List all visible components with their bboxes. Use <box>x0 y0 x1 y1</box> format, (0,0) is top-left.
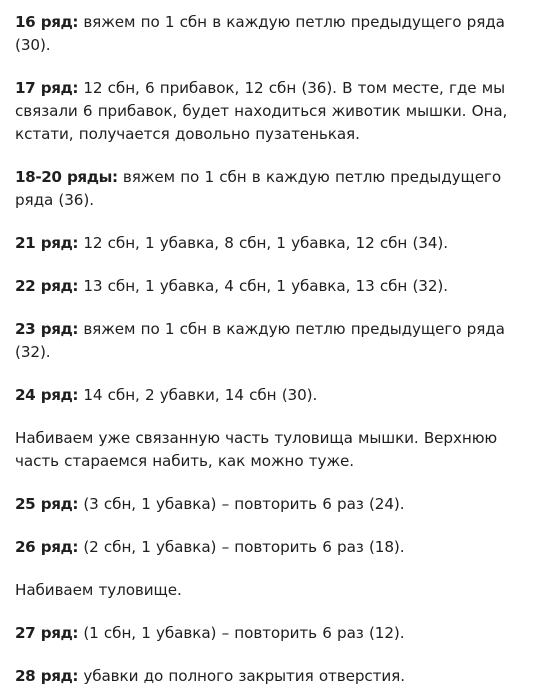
row-text: (3 сбн, 1 убавка) – повторить 6 раз (24). <box>78 495 405 513</box>
paragraph-row-28 <box>15 665 537 688</box>
row-label: 16 ряд: <box>15 13 79 31</box>
row-text: (2 сбн, 1 убавка) – повторить 6 раз (18). <box>78 538 405 556</box>
row-text: 12 сбн, 1 убавка, 8 сбн, 1 убавка, 12 сбн (34). <box>78 234 448 252</box>
row-text: (1 сбн, 1 убавка) – повторить 6 раз (12). <box>78 624 405 642</box>
row-label: 25 ряд: <box>15 495 79 513</box>
paragraph-row-26 <box>15 536 537 559</box>
row-label: 24 ряд: <box>15 386 79 404</box>
row-text: 14 сбн, 2 убавки, 14 сбн (30). <box>78 386 318 404</box>
row-text: 13 сбн, 1 убавка, 4 сбн, 1 убавка, 13 сбн (32). <box>78 277 448 295</box>
paragraph-row-24 <box>15 384 537 407</box>
row-text: вяжем по 1 сбн в каждую петлю предыдущего ряда (32). <box>15 320 505 361</box>
paragraph-row-22 <box>15 275 537 298</box>
row-label: 27 ряд: <box>15 624 79 642</box>
paragraph-row-27 <box>15 622 537 645</box>
row-text: убавки до полного закрытия отверстия. <box>78 667 405 685</box>
row-label: 22 ряд: <box>15 277 79 295</box>
paragraph-row-16 <box>15 11 537 57</box>
paragraph-row-21 <box>15 232 537 255</box>
row-label: 18-20 ряды: <box>15 168 118 186</box>
paragraph-stuff-body-note <box>15 579 537 602</box>
paragraph-rows-18-20 <box>15 166 537 212</box>
row-text: 12 сбн, 6 прибавок, 12 сбн (36). В том месте, где мы связали 6 прибавок, будет находиться животик мышки. Она, кстати, получается довольно пузатенькая. <box>15 79 508 143</box>
paragraph-row-17 <box>15 77 537 146</box>
note-text: Набиваем уже связанную часть туловища мышки. Верхнюю часть стараемся набить, как можно туже. <box>15 429 498 470</box>
note-text: Набиваем туловище. <box>15 581 182 599</box>
row-label: 21 ряд: <box>15 234 79 252</box>
row-label: 28 ряд: <box>15 667 79 685</box>
document-body <box>15 11 537 688</box>
row-text: вяжем по 1 сбн в каждую петлю предыдущего ряда (30). <box>15 13 505 54</box>
paragraph-stuffing-note <box>15 427 537 473</box>
paragraph-row-23 <box>15 318 537 364</box>
row-label: 26 ряд: <box>15 538 79 556</box>
row-text: вяжем по 1 сбн в каждую петлю предыдущего ряда (36). <box>15 168 502 209</box>
paragraph-row-25 <box>15 493 537 516</box>
row-label: 17 ряд: <box>15 79 79 97</box>
row-label: 23 ряд: <box>15 320 79 338</box>
